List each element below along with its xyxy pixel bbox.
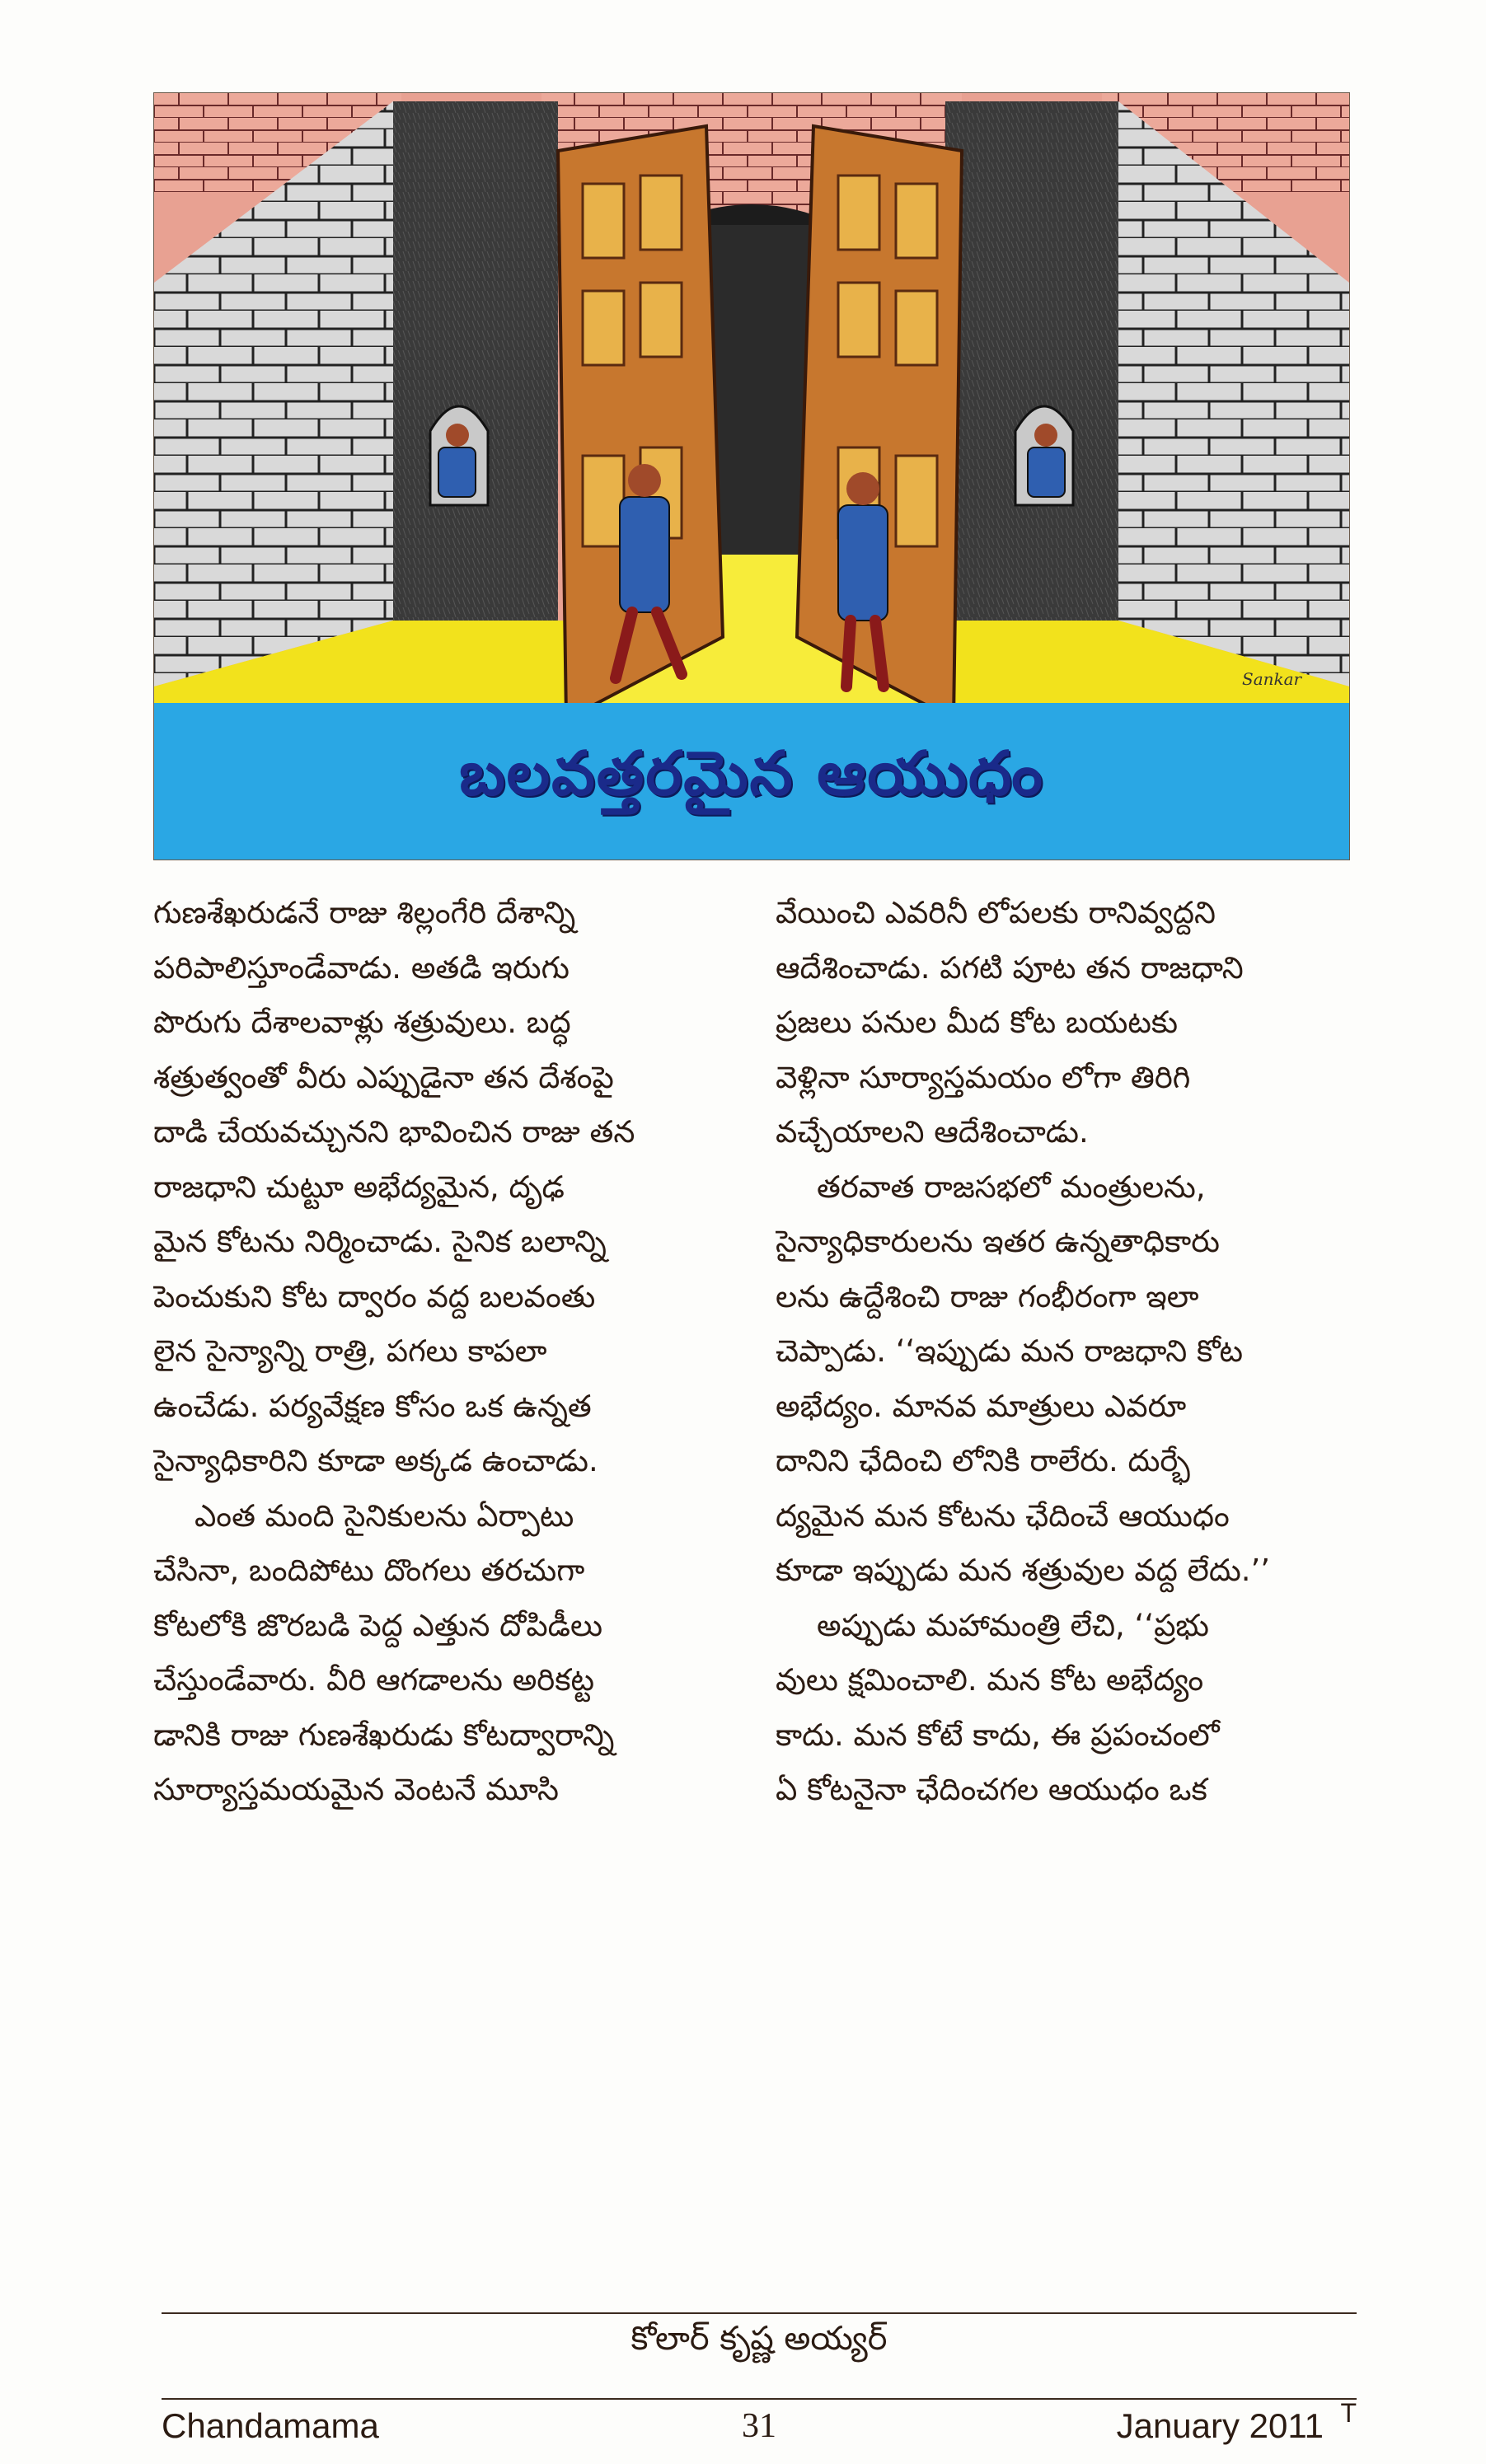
text-line: సైన్యాధికారిని కూడా అక్కడ ఉంచాడు. [153,1443,598,1478]
text-line: అప్పుడు మహామంత్రి లేచి, ‘‘ప్రభు [817,1607,1209,1643]
text-line: ఎంత మంది సైనికులను ఏర్పాటు [195,1497,574,1534]
story-body [153,886,1357,2274]
text-line: వచ్చేయాలని ఆదేశించాడు. [776,1114,1089,1150]
page-footer [162,2398,1357,2464]
text-line: వెళ్లినా సూర్యాస్తమయం లోగా తిరిగి [776,1059,1191,1095]
author-rule-top [162,2312,1357,2314]
text-line: దానిని ఛేదించి లోనికి రాలేరు. దుర్భే [776,1443,1190,1478]
text-line: ద్యమైన మన కోటను ఛేదించే ఆయుధం [776,1497,1230,1534]
text-line: కాదు. మన కోటే కాదు, ఈ ప్రపంచంలో [776,1717,1220,1753]
title-band [154,703,1349,860]
text-line: తరవాత రాజసభలో మంత్రులను, [817,1169,1206,1205]
story-illustration [153,92,1350,860]
right-column [776,886,1352,1818]
text-line: ప్రజలు పనుల మీద కోట బయటకు [776,1005,1179,1040]
text-line: పెంచుకుని కోట ద్వారం వద్ద బలవంతు [153,1278,596,1314]
text-line: వేయించి ఎవరినీ లోపలకు రానివ్వద్దని [776,895,1216,930]
text-line: చేస్తుండేవారు. వీరి ఆగడాలను అరికట్ట [153,1662,595,1698]
author-rule-bottom [162,2398,1357,2400]
text-line: సూర్యాస్తమయమైన వెంటనే మూసి [153,1772,559,1807]
text-line: కోటలోకి జొరబడి పెద్ద ఎత్తున దోపిడీలు [153,1607,603,1643]
left-column [153,886,730,1818]
text-line: డానికి రాజు గుణశేఖరుడు కోటద్వారాన్ని [153,1717,615,1753]
text-line: ఉంచేడు. పర్యవేక్షణ కోసం ఒక ఉన్నత [153,1388,592,1424]
text-line: కూడా ఇప్పుడు మన శత్రువుల వద్ద లేదు.’’ [776,1553,1271,1588]
artist-signature: Sankar [1242,669,1302,689]
text-line: పరిపాలిస్తూండేవాడు. అతడి ఇరుగు [153,949,570,986]
text-line: వులు క్షమించాలి. మన కోట అభేద్యం [776,1662,1204,1698]
text-line: శత్రుత్వంతో వీరు ఎప్పుడైనా తన దేశంపై [153,1059,614,1095]
text-line: దాడి చేయవచ్చునని భావించిన రాజు తన [153,1114,635,1150]
text-line: చెప్పాడు. ‘‘ఇప్పుడు మన రాజధాని కోట [776,1333,1244,1369]
text-line: ఆదేశించాడు. పగటి పూట తన రాజధాని [776,949,1244,986]
text-line: చేసినా, బందిపోటు దొంగలు తరచుగా [153,1553,585,1588]
text-line: పొరుగు దేశాలవాళ్లు శత్రువులు. బద్ధ [153,1005,571,1040]
text-line: లైన సైన్యాన్ని రాత్రి, పగలు కాపలా [153,1333,547,1369]
story-title: బలవత్తరమైన ఆయుధం [459,738,1044,809]
author-name: కోలార్ కృష్ణ అయ్యర్ [630,2320,888,2358]
text-line: మైన కోటను నిర్మించాడు. సైనిక బలాన్ని [153,1224,607,1259]
corner-mark: T [1340,2398,1357,2428]
magazine-name: Chandamama [162,2406,379,2445]
page-number: 31 [742,2407,776,2445]
text-line: గుణశేఖరుడనే రాజు శిల్లంగేరి దేశాన్ని [153,895,576,930]
text-line: రాజధాని చుట్టూ అభేద్యమైన, దృఢ [153,1169,565,1205]
issue-date: January 2011 [1116,2406,1324,2445]
text-line: సైన్యాధికారులను ఇతర ఉన్నతాధికారు [776,1224,1220,1259]
text-line: లను ఉద్దేశించి రాజు గంభీరంగా ఇలా [776,1278,1199,1314]
text-line: ఏ కోటనైనా ఛేదించగల ఆయుధం ఒక [776,1772,1207,1807]
text-line: అభేద్యం. మానవ మాత్రులు ఎవరూ [776,1388,1187,1424]
